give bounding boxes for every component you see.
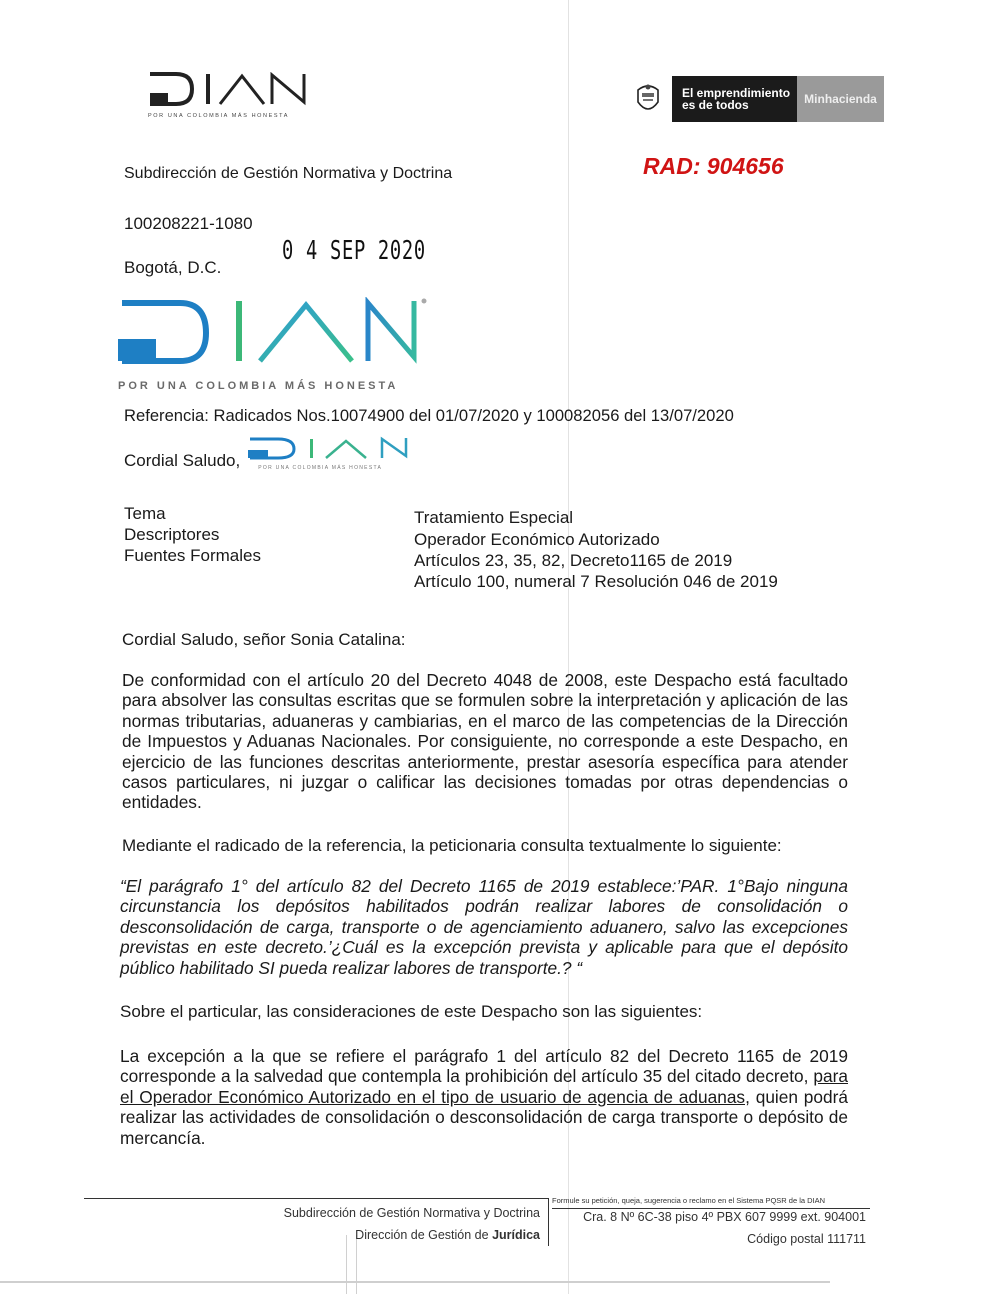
dian-logo-header-graphic [148, 72, 313, 106]
paragraph-competence: De conformidad con el artículo 20 del Decreto 4048 de 2008, este Despacho está facultado para absolver las consultas escritas que se formulen sobre la interpretación y aplicación de las normas tributarias, aduaneras y cambiarias, en el marco de las competencias de la Dirección de Impuestos y Aduanas Nacionales. Por consiguiente, no corresponde a este Despacho, en ejercicio de las funciones descritas anteriormente, prestar asesoría específica para atender casos particulares, ni juzgar o calificar las decisiones tomadas por otras dependencias o entidades. [122, 670, 848, 813]
document-number: 100208221-1080 [124, 214, 253, 233]
meta-label-tema: Tema [124, 504, 166, 523]
answer-text-b: quien podrá realizar las actividades de consolidación o desconsolidación de carga transporte o depósito de mercancía. [120, 1086, 848, 1148]
dian-logo-small [248, 436, 428, 471]
city-date: Bogotá, D.C. [124, 258, 222, 277]
footer-office-line1: Subdirección de Gestión Normativa y Doctrina [283, 1206, 540, 1220]
footer-postal: Código postal 111711 [747, 1232, 866, 1246]
saludo-with-logo [124, 436, 428, 471]
dian-small-tagline: POR UNA COLOMBIA MÁS HONESTA [258, 465, 383, 471]
dian-logo-large-graphic [118, 297, 438, 367]
gov-ministry: Minhacienda [797, 76, 884, 122]
dian-logo-large [118, 297, 438, 397]
footer-office [200, 1202, 540, 1246]
footer-pqsr-note: Formule su petición, queja, sugerencia o reclamo en el Sistema PQSR de la DIAN [552, 1196, 826, 1205]
greeting: Cordial Saludo, señor Sonia Catalina: [122, 630, 406, 649]
footer-contact [556, 1206, 866, 1250]
answer-text-underlined: para el Operador Económico Autorizado en el tipo de usuario de agencia de aduanas, [120, 1066, 848, 1107]
footer-address: Cra. 8 Nº 6C-38 piso 4º PBX 607 9999 ext. 904001 [583, 1210, 866, 1224]
meta-value-tema: Tratamiento Especial [414, 508, 574, 527]
scan-bottom-edge [0, 1281, 830, 1283]
footer-office-line2: Dirección de Gestión de Jurídica [355, 1228, 540, 1242]
paragraph-answer [120, 1046, 848, 1148]
meta-label-descriptores: Descriptores [124, 525, 220, 544]
government-badge [634, 76, 884, 122]
footer-rule-left [84, 1198, 548, 1199]
answer-text-a: La excepción a la que se refiere el parágrafo 1 del artículo 82 del Decreto 1165 de 2019 corresponde a la salvedad que contempla la prohibición del artículo 35 del citado decreto, [120, 1046, 848, 1087]
gov-badge-box [672, 76, 884, 122]
saludo-label: Cordial Saludo, [124, 451, 241, 470]
dian-logo-small-graphic [248, 436, 428, 460]
colombia-shield-icon [634, 82, 662, 116]
paragraph-consulta-intro: Mediante el radicado de la referencia, la peticionaria consulta textualmente lo siguiente: [122, 836, 782, 855]
date-stamp: 0 4 SEP 2020 [282, 236, 426, 266]
dian-header-tagline: POR UNA COLOMBIA MÁS HONESTA [148, 113, 289, 119]
office-name: Subdirección de Gestión Normativa y Doctrina [124, 165, 453, 182]
referencia-line: Referencia: Radicados Nos.10074900 del 01/07/2020 y 100082056 del 13/07/2020 [124, 406, 734, 425]
radicado-number: RAD: 904656 [643, 153, 784, 179]
meta-value-fuentes-1: Artículos 23, 35, 82, Decreto1165 de 2019 [414, 551, 733, 570]
meta-value-fuentes-2: Artículo 100, numeral 7 Resolución 046 de 2019 [414, 572, 778, 591]
paragraph-consideraciones-intro: Sobre el particular, las consideraciones de este Despacho son las siguientes: [120, 1002, 703, 1021]
meta-value-descriptores: Operador Económico Autorizado [414, 530, 660, 549]
dian-logo-header [148, 72, 313, 120]
meta-label-fuentes: Fuentes Formales [124, 546, 261, 565]
dian-large-tagline: POR UNA COLOMBIA MÁS HONESTA [118, 380, 399, 392]
gov-badge-text: El emprendimiento es de todos [682, 86, 791, 112]
footer-divider [548, 1198, 549, 1246]
quoted-question: “El parágrafo 1° del artículo 82 del Decreto 1165 de 2019 establece:’PAR. 1°Bajo ninguna circunstancia los depósitos habilitados podrán realizar labores de consolidación o desconsolidación de carga, transporte o de agenciamiento aduanero, salvo las excepciones previstas en este decreto.’¿Cuál es la excepción prevista y aplicable para que el depósito público habilitado SI pueda realizar labores de transporte.? “ [120, 876, 848, 978]
